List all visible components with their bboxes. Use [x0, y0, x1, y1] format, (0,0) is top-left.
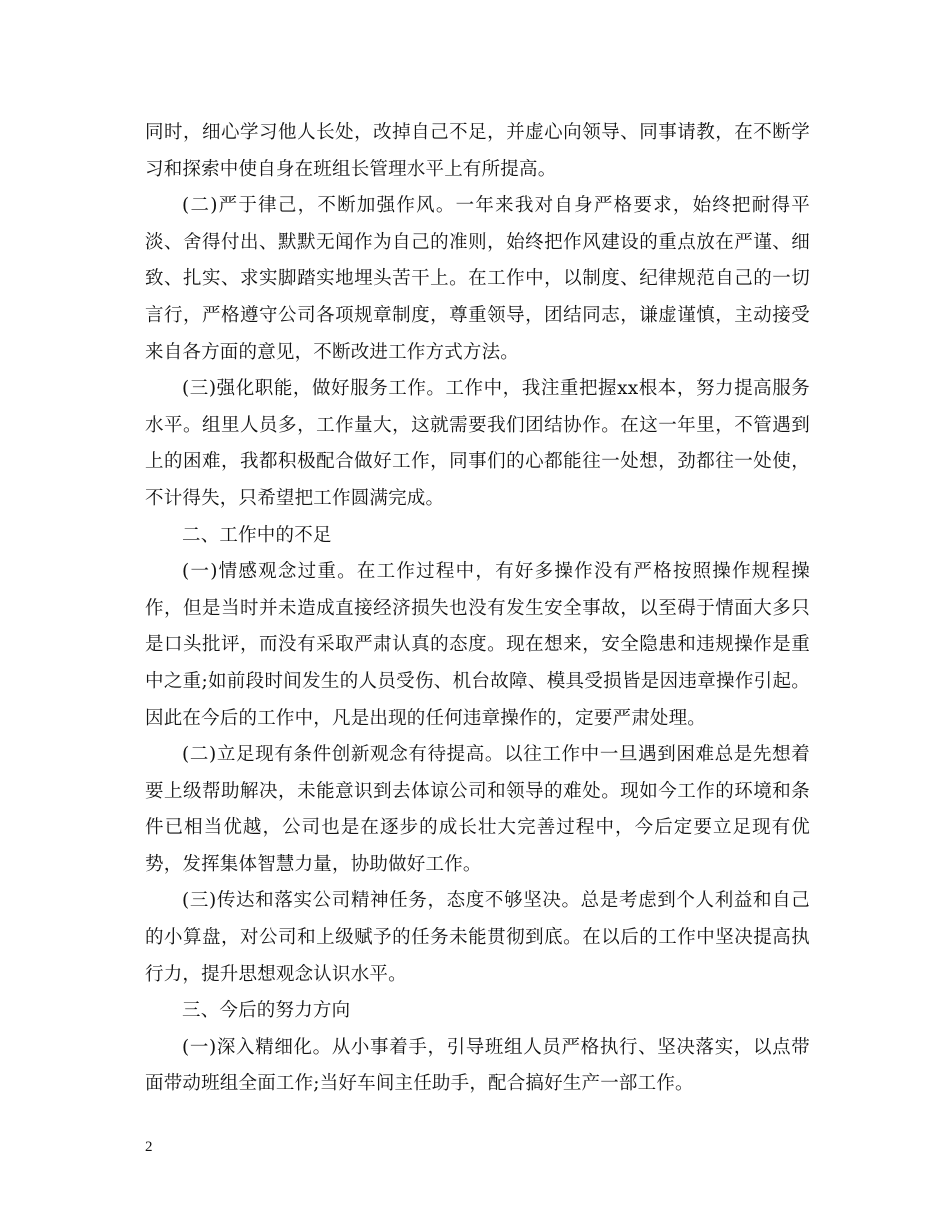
section-heading-future-direction: 三、今后的努力方向	[182, 1000, 351, 1022]
section-heading-shortcomings: 二、工作中的不足	[182, 524, 332, 546]
paragraph-5: (一)情感观念过重。在工作过程中，有好多操作没有严格按照操作规程操作，但是当时并未造成直接经济损失也没有发生安全事故，以至碍于情面大多只是口头批评，而没有采取严肃认真的态度。现在想来，安全隐患和违规操作是重中之重;如前段时间发生的人员受伤、机台故障、模具受损皆是因违章操作引起。因此在今后的工作中，凡是出现的任何违章操作的，定要严肃处理。	[145, 561, 810, 729]
paragraph-1: 同时，细心学习他人长处，改掉自己不足，并虚心向领导、同事请教，在不断学习和探索中使自身在班组长管理水平上有所提高。	[145, 122, 810, 180]
paragraph-7: (三)传达和落实公司精神任务，态度不够坚决。总是考虑到个人利益和自己的小算盘，对公司和上级赋予的任务未能贯彻到底。在以后的工作中坚决提高执行力，提升思想观念认识水平。	[145, 890, 810, 985]
paragraph-6: (二)立足现有条件创新观念有待提高。以往工作中一旦遇到困难总是先想着要上级帮助解决，未能意识到去体谅公司和领导的难处。现如今工作的环境和条件已相当优越，公司也是在逐步的成长壮大完善过程中，今后定要立足现有优势，发挥集体智慧力量，协助做好工作。	[145, 744, 810, 875]
page-number: 2	[145, 1139, 153, 1155]
paragraph-3: (三)强化职能，做好服务工作。工作中，我注重把握xx根本，努力提高服务水平。组里人员多，工作量大，这就需要我们团结协作。在这一年里，不管遇到上的困难，我都积极配合做好工作，同事们的心都能往一处想，劲都往一处使，不计得失，只希望把工作圆满完成。	[145, 378, 810, 509]
document-body	[145, 115, 810, 1103]
paragraph-2: (二)严于律己，不断加强作风。一年来我对自身严格要求，始终把耐得平淡、舍得付出、默默无闻作为自己的准则，始终把作风建设的重点放在严谨、细致、扎实、求实脚踏实地埋头苦干上。在工作中，以制度、纪律规范自己的一切言行，严格遵守公司各项规章制度，尊重领导，团结同志，谦虚谨慎，主动接受来自各方面的意见，不断改进工作方式方法。	[145, 195, 810, 363]
paragraph-9: (一)深入精细化。从小事着手，引导班组人员严格执行、坚决落实，以点带面带动班组全面工作;当好车间主任助手，配合搞好生产一部工作。	[145, 1036, 810, 1095]
